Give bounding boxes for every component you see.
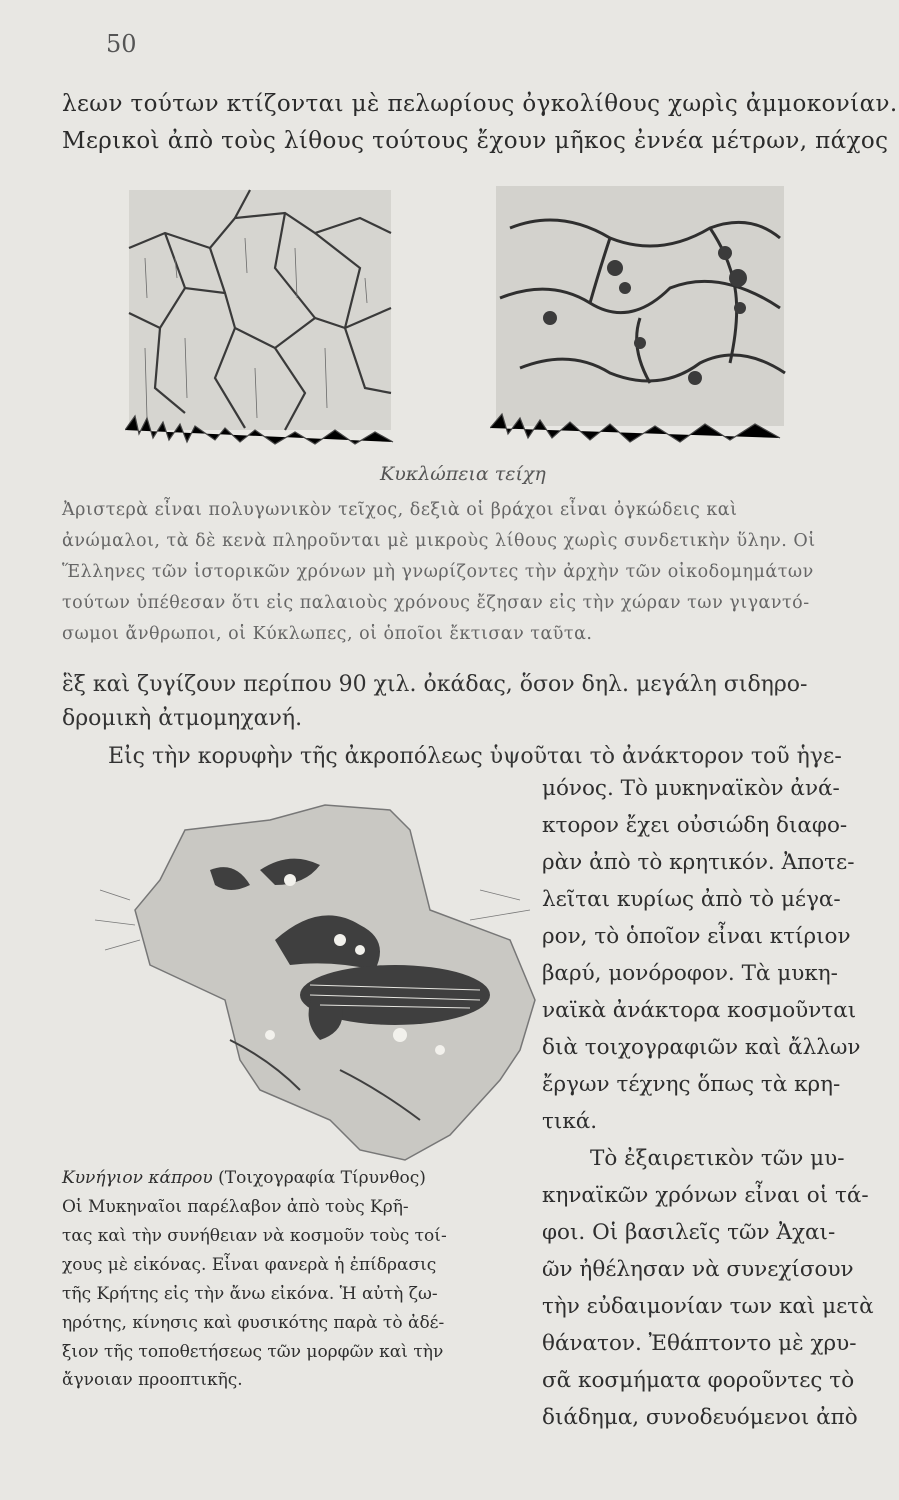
boulder-wall-illustration: [490, 168, 790, 448]
figure2-title-line: [62, 1168, 426, 1188]
figure1-title: Κυκλώπεια τείχη: [380, 463, 546, 485]
right-column-line: ρον, τὸ ὁποῖον εἶναι κτίριον: [542, 924, 851, 949]
right-column-line: ναϊκὰ ἀνάκτορα κοσμοῦνται: [542, 998, 857, 1023]
right-column-line: διάδημα, συνοδευόμενοι ἀπὸ: [542, 1405, 858, 1430]
page-number: 50: [106, 30, 137, 58]
right-column-line: κτορον ἔχει οὐσιώδη διαφο-: [542, 813, 848, 838]
figure2-subtitle: (Τοιχογραφία Τίρυνθος): [218, 1168, 426, 1188]
figure2-caption-line: χους μὲ εἰκόνας. Εἶναι φανερὰ ἡ ἐπίδρασις: [62, 1255, 437, 1275]
figure2-caption-line: τας καὶ τὴν συνήθειαν νὰ κοσμοῦν τοὺς τοί-: [62, 1226, 447, 1246]
right-column-line: ῶν ἠθέλησαν νὰ συνεχίσουν: [542, 1257, 854, 1282]
body-text-line: ἓξ καὶ ζυγίζουν περίπου 90 χιλ. ὀκάδας, ὅσον δηλ. μεγάλη σιδηρο-: [62, 672, 808, 697]
figure2-caption-line: Οἱ Μυκηναῖοι παρέλαβον ἀπὸ τοὺς Κρῆ-: [62, 1197, 409, 1217]
right-column-line: διὰ τοιχογραφιῶν καὶ ἄλλων: [542, 1035, 861, 1060]
figure1-caption-line: Ἕλληνες τῶν ἱστορικῶν χρόνων μὴ γνωρίζοντες τὴν ἀρχὴν τῶν οἰκοδομημάτων: [62, 562, 814, 582]
right-column-line: σᾶ κοσμήματα φοροῦντες τὸ: [542, 1368, 855, 1393]
right-column-line: θάνατον. Ἐθάπτοντο μὲ χρυ-: [542, 1331, 857, 1356]
figure1-caption-line: Ἀριστερὰ εἶναι πολυγωνικὸν τεῖχος, δεξιὰ οἱ βράχοι εἶναι ὀγκώδεις καὶ: [62, 500, 738, 520]
figure2-caption-line: ηρότης, κίνησις καὶ φυσικότης παρὰ τὸ ἀδέ-: [62, 1313, 445, 1333]
right-column-line: ρὰν ἀπὸ τὸ κρητικόν. Ἀποτε-: [542, 850, 855, 875]
boar-hunt-fresco-illustration: [90, 790, 540, 1165]
figure1-caption-line: σωμοι ἄνθρωποι, οἱ Κύκλωπες, οἱ ὁποῖοι ἔκτισαν ταῦτα.: [62, 624, 593, 644]
right-column-line: λεῖται κυρίως ἀπὸ τὸ μέγα-: [542, 887, 841, 912]
figure2-title: Κυνήγιον κάπρου: [62, 1168, 213, 1188]
right-column-line: βαρύ, μονόροφον. Τὰ μυκη-: [542, 961, 838, 986]
right-column-line: φοι. Οἱ βασιλεῖς τῶν Ἀχαι-: [542, 1220, 836, 1245]
top-text-line-2: Μερικοὶ ἀπὸ τοὺς λίθους τούτους ἔχουν μῆκος ἐννέα μέτρων, πάχος: [62, 128, 889, 154]
right-column-line: ἔργων τέχνης ὅπως τὰ κρη-: [542, 1072, 841, 1097]
right-column-line: τικά.: [542, 1109, 598, 1134]
figure2-caption-line: τῆς Κρήτης εἰς τὴν ἄνω εἰκόνα. Ἡ αὐτὴ ζω-: [62, 1284, 438, 1304]
figure2-caption-line: ἄγνοιαν προοπτικῆς.: [62, 1370, 243, 1390]
figure2-caption-line: ξιον τῆς τοποθετήσεως τῶν μορφῶν καὶ τὴν: [62, 1342, 444, 1362]
right-column-line: κηναϊκῶν χρόνων εἶναι οἱ τά-: [542, 1183, 869, 1208]
body-text-line: Εἰς τὴν κορυφὴν τῆς ἀκροπόλεως ὑψοῦται τὸ ἀνάκτορον τοῦ ἡγε-: [108, 744, 842, 769]
polygonal-wall-illustration: [125, 178, 395, 448]
body-text-line: δρομικὴ ἀτμομηχανή.: [62, 706, 303, 731]
right-column-line: τὴν εὐδαιμονίαν των καὶ μετὰ: [542, 1294, 874, 1319]
top-text-line-1: λεων τούτων κτίζονται μὲ πελωρίους ὀγκολίθους χωρὶς ἀμμοκονίαν.: [62, 91, 898, 117]
right-column-line: μόνος. Τὸ μυκηναϊκὸν ἀνά-: [542, 776, 840, 801]
right-column-line: Τὸ ἐξαιρετικὸν τῶν μυ-: [590, 1146, 845, 1171]
figure1-caption-line: ἀνώμαλοι, τὰ δὲ κενὰ πληροῦνται μὲ μικροὺς λίθους χωρὶς συνδετικὴν ὕλην. Οἱ: [62, 531, 816, 551]
figure1-caption-line: τούτων ὑπέθεσαν ὅτι εἰς παλαιοὺς χρόνους ἔζησαν εἰς τὴν χώραν των γιγαντό-: [62, 593, 810, 613]
